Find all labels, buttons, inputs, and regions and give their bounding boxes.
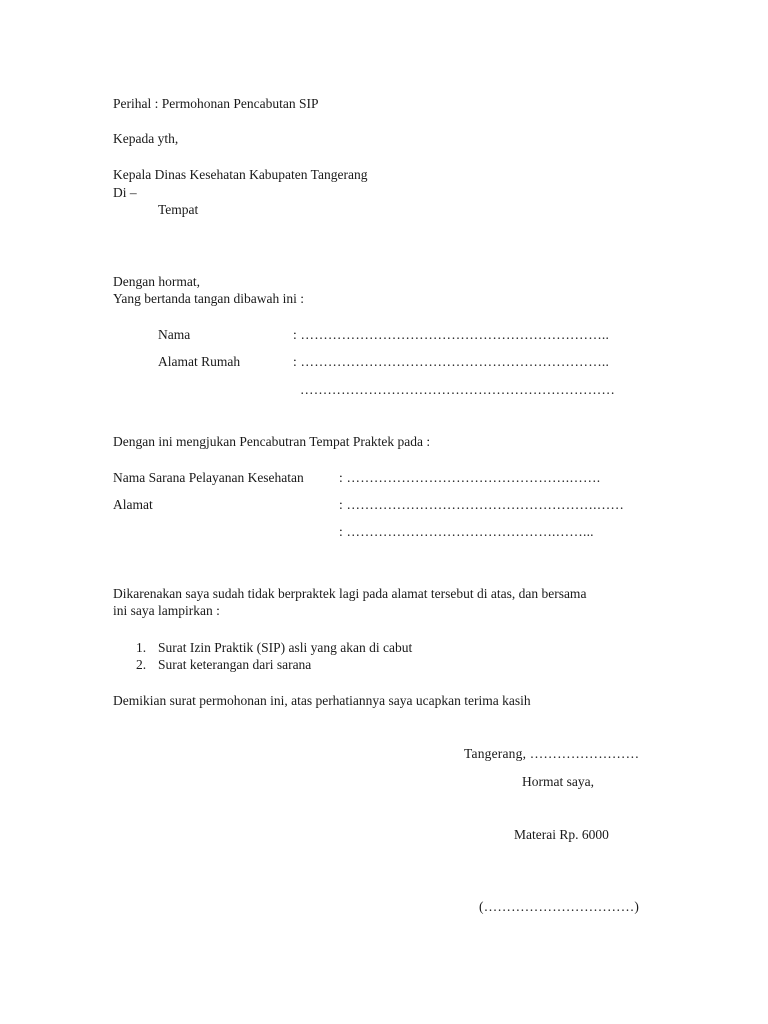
facility-name-label: Nama Sarana Pelayanan Kesehatan bbox=[113, 470, 304, 485]
attachment-item: Surat keterangan dari sarana bbox=[158, 657, 312, 672]
home-address-field-line-2: …………………………………………………………… bbox=[300, 382, 616, 397]
request-intro: Dengan ini mengjukan Pencabutran Tempat Praktek pada : bbox=[113, 434, 431, 449]
signature-place-date: Tangerang, …………………… bbox=[464, 746, 640, 761]
name-label: Nama bbox=[158, 327, 191, 342]
facility-address-field: : ……………………………………………….…… bbox=[339, 497, 625, 512]
attachment-number: 2. bbox=[136, 657, 147, 672]
closing-line: Demikian surat permohonan ini, atas perhatiannya saya ucapkan terima kasih bbox=[113, 693, 531, 708]
home-address-field: : ………………………………………………………….. bbox=[293, 354, 610, 369]
reason-line-2: ini saya lampirkan : bbox=[113, 603, 220, 618]
signature-closing: Hormat saya, bbox=[522, 774, 594, 789]
greeting: Dengan hormat, bbox=[113, 274, 200, 289]
facility-address-field-line-2: : ……………………………………….……... bbox=[339, 524, 594, 539]
addressee-salutation: Kepada yth, bbox=[113, 131, 179, 146]
name-field: : ………………………………………………………….. bbox=[293, 327, 610, 342]
attachment-number: 1. bbox=[136, 640, 147, 655]
home-address-label: Alamat Rumah bbox=[158, 354, 241, 369]
recipient-location-prefix: Di – bbox=[113, 185, 137, 200]
signature-name-line: (……………………………) bbox=[479, 899, 640, 914]
reason-line-1: Dikarenakan saya sudah tidak berpraktek lagi pada alamat tersebut di atas, dan bersama bbox=[113, 586, 587, 601]
subject-line: Perihal : Permohonan Pencabutan SIP bbox=[113, 96, 319, 111]
facility-name-field: : ………………………………………….……. bbox=[339, 470, 601, 485]
recipient-location: Tempat bbox=[158, 202, 199, 217]
facility-address-label: Alamat bbox=[113, 497, 153, 512]
recipient-title: Kepala Dinas Kesehatan Kabupaten Tangerang bbox=[113, 167, 368, 182]
stamp-duty-note: Materai Rp. 6000 bbox=[514, 827, 609, 842]
attachment-item: Surat Izin Praktik (SIP) asli yang akan di cabut bbox=[158, 640, 413, 655]
intro-line: Yang bertanda tangan dibawah ini : bbox=[113, 291, 304, 306]
